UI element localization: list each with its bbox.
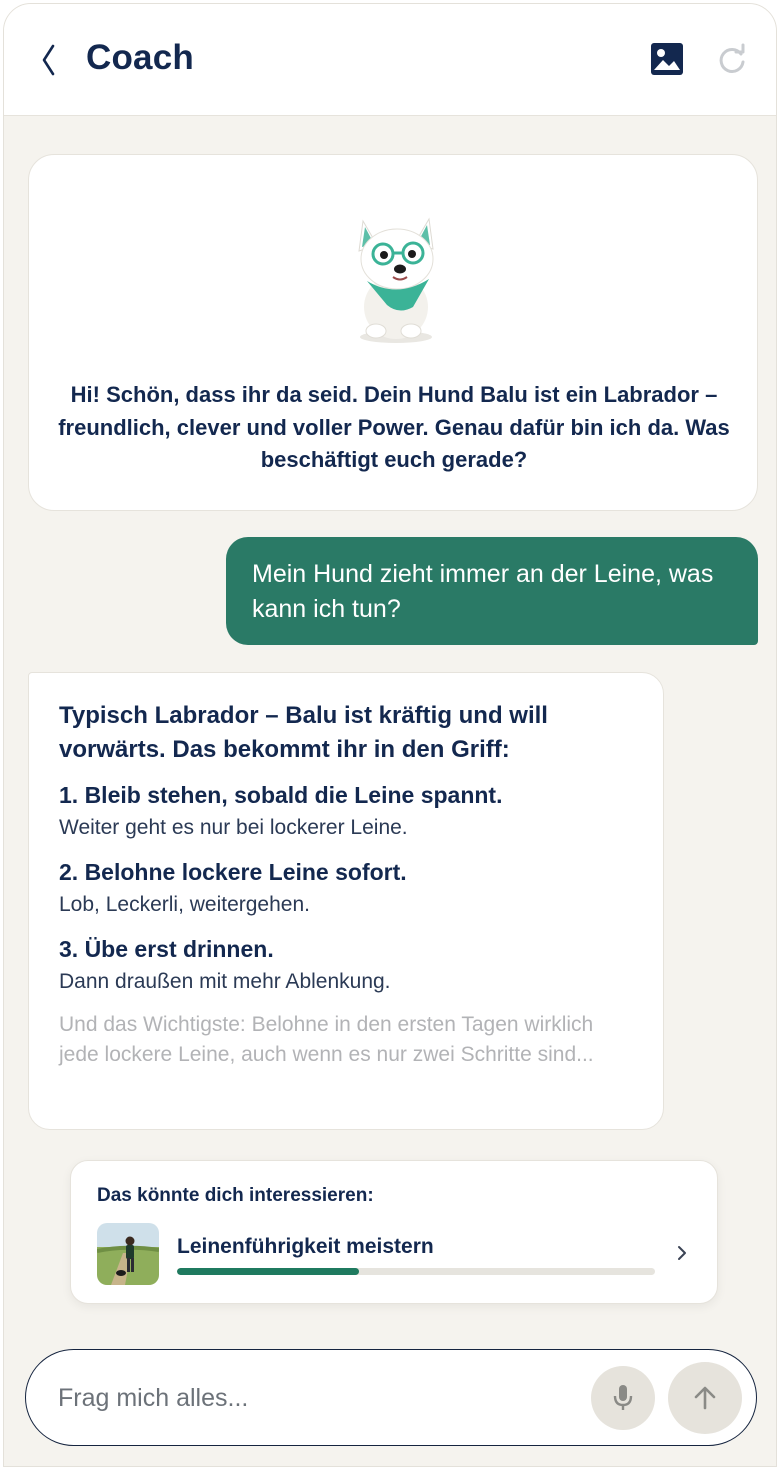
course-title: Leinenführigkeit meistern bbox=[177, 1235, 434, 1258]
step-title: 3. Übe erst drinnen. bbox=[59, 936, 274, 962]
page-title: Coach bbox=[86, 38, 194, 77]
step-title: 2. Belohne lockere Leine sofort. bbox=[59, 859, 407, 885]
refresh-icon bbox=[714, 42, 750, 78]
reply-intro: Typisch Labrador – Balu ist kräftig und will vorwärts. Das bekommt ihr in den Griff: bbox=[59, 702, 548, 763]
image-icon bbox=[648, 40, 686, 78]
step-description: Weiter geht es nur bei lockerer Leine. bbox=[59, 816, 408, 839]
refresh-button[interactable] bbox=[714, 42, 750, 78]
step-description: Dann draußen mit mehr Ablenkung. bbox=[59, 970, 391, 993]
app-window bbox=[3, 3, 777, 1467]
suggestion-card[interactable] bbox=[70, 1160, 718, 1304]
welcome-message: Hi! Schön, dass ihr da seid. Dein Hund Balu ist ein Labrador – freundlich, clever und voller Power. Genau dafür bin ich da. Was beschäftigt euch gerade? bbox=[58, 382, 730, 472]
message-input[interactable] bbox=[58, 1376, 578, 1420]
message-composer bbox=[25, 1349, 757, 1446]
back-button[interactable] bbox=[36, 40, 60, 80]
user-message-bubble bbox=[226, 537, 758, 645]
course-progress-bar bbox=[177, 1268, 655, 1275]
microphone-icon bbox=[611, 1383, 635, 1413]
microphone-button[interactable] bbox=[591, 1366, 655, 1430]
suggestion-heading: Das könnte dich interessieren: bbox=[97, 1185, 374, 1206]
step-title: 1. Bleib stehen, sobald die Leine spannt. bbox=[59, 782, 503, 808]
reply-faded-text: Und das Wichtigste: Belohne in den ersten Tagen wirklich jede lockere Leine, auch wenn es nur zwei Schritte sind... bbox=[59, 1013, 594, 1066]
step-item bbox=[59, 780, 633, 844]
arrow-up-icon bbox=[692, 1384, 718, 1412]
dog-mascot-icon bbox=[341, 207, 451, 347]
coach-reply-card bbox=[28, 672, 664, 1130]
header-bar bbox=[4, 4, 776, 116]
step-description: Lob, Leckerli, weitergehen. bbox=[59, 893, 310, 916]
chevron-right-icon bbox=[675, 1243, 689, 1263]
image-button[interactable] bbox=[648, 40, 686, 78]
step-item bbox=[59, 857, 633, 921]
user-message-text: Mein Hund zieht immer an der Leine, was kann ich tun? bbox=[252, 560, 714, 623]
chevron-left-icon bbox=[36, 40, 60, 80]
step-item bbox=[59, 934, 633, 998]
send-button[interactable] bbox=[668, 1362, 742, 1434]
course-thumbnail bbox=[97, 1223, 159, 1285]
course-progress-fill bbox=[177, 1268, 359, 1275]
welcome-card bbox=[28, 154, 758, 511]
